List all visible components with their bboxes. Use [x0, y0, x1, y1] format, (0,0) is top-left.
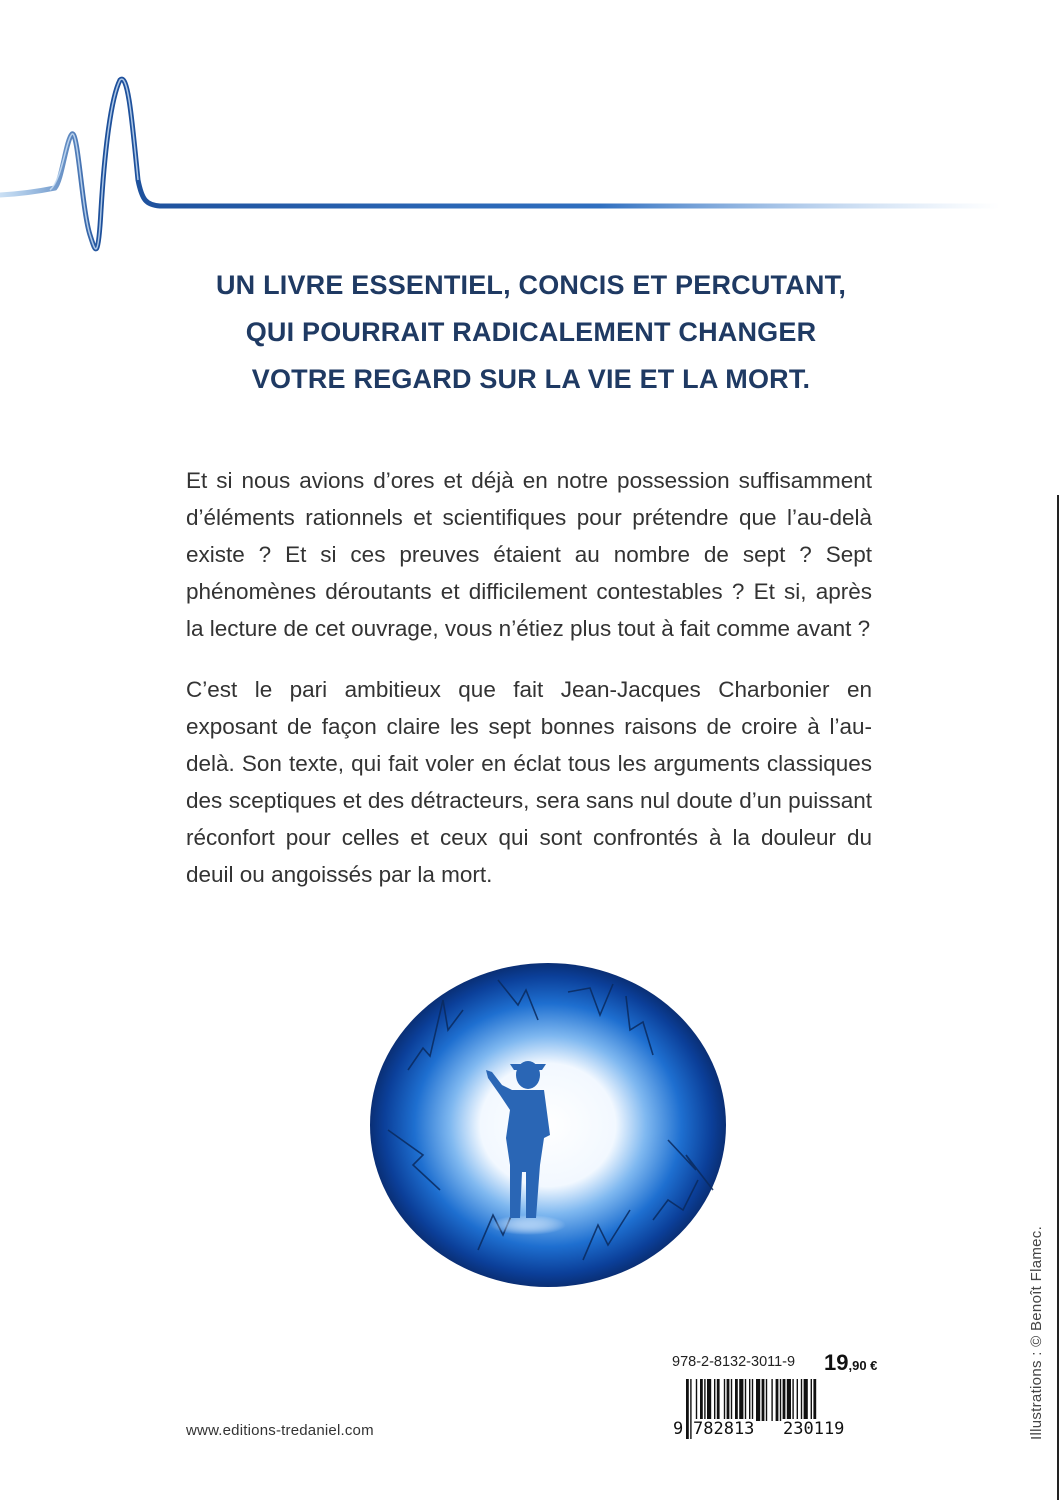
- barcode-digits-left: 782813: [693, 1419, 755, 1439]
- barcode-bar: [787, 1379, 791, 1421]
- heartbeat-pulse-line: [0, 60, 1000, 290]
- barcode-bar: [717, 1379, 720, 1421]
- barcode-bar: [704, 1379, 705, 1421]
- barcode-bar: [801, 1379, 802, 1421]
- barcode-bar: [797, 1379, 798, 1421]
- barcode-bar: [745, 1379, 746, 1421]
- price-decimals: ,90 €: [848, 1358, 878, 1373]
- barcode-bar: [739, 1379, 743, 1421]
- barcode-bar: [776, 1379, 779, 1421]
- barcode-bar: [783, 1379, 786, 1421]
- blurb-paragraph-2: C’est le pari ambitieux que fait Jean-Jacques Charbonier en exposant de façon claire les sept bonnes raisons de croire à l’au-delà. Son texte, qui fait voler en éclat tous les arguments classiques des sceptiques et des détracteurs, sera sans nul doute d’un puissant réconfort pour celles et ceux qui sont confrontés à la douleur du deuil ou angoissés par la mort.: [186, 677, 872, 887]
- barcode-bar: [696, 1379, 697, 1421]
- barcode-digits: [672, 1419, 872, 1443]
- headline: [120, 262, 942, 403]
- publisher-website: www.editions-tredaniel.com: [186, 1422, 374, 1439]
- barcode-bar: [727, 1379, 730, 1421]
- barcode-bar: [731, 1379, 732, 1421]
- portal-illustration: [368, 960, 728, 1290]
- barcode-digit-first: 9: [673, 1419, 684, 1439]
- barcode-bar: [735, 1379, 738, 1421]
- blurb: [186, 462, 872, 917]
- isbn-number: 978-2-8132-3011-9: [672, 1354, 796, 1370]
- barcode-bar: [756, 1379, 760, 1421]
- blurb-paragraph-1: Et si nous avions d’ores et déjà en notre possession suffisamment d’éléments rationnels et scientifiques pour prétendre que l’au-delà existe ? Et si ces preuves étaient au nombre de sept ? Sept phénomènes déroutants et difficilement contestables ? Et si, après la lecture de cet ouvrage, vous n’étiez plus tout à fait comme avant ?: [186, 468, 872, 641]
- barcode-digits-right: 230119: [783, 1419, 845, 1439]
- barcode-bar: [780, 1379, 781, 1421]
- price-integer: 19: [824, 1350, 849, 1375]
- illustration-credit: Illustrations : © Benoît Flamec.: [1028, 1225, 1045, 1440]
- isbn-price-row: [672, 1350, 892, 1374]
- barcode-bar: [811, 1379, 812, 1421]
- barcode-bar: [724, 1379, 725, 1421]
- barcode-bar: [700, 1379, 703, 1421]
- barcode-bar: [749, 1379, 750, 1421]
- barcode-bar: [792, 1379, 793, 1421]
- barcode-bar: [714, 1379, 715, 1421]
- headline-line-2: QUI POURRAIT RADICALEMENT CHANGER: [245, 317, 817, 347]
- headline-line-1: UN LIVRE ESSENTIEL, CONCIS ET PERCUTANT,: [215, 270, 847, 300]
- price: [824, 1350, 877, 1376]
- headline-line-3: VOTRE REGARD SUR LA VIE ET LA MORT.: [251, 364, 811, 394]
- barcode-bar: [707, 1379, 711, 1421]
- barcode-bar: [771, 1379, 772, 1421]
- barcode-bar: [766, 1379, 767, 1421]
- barcode-bar: [762, 1379, 765, 1421]
- spine-edge: [1057, 495, 1059, 1500]
- barcode-bar: [804, 1379, 808, 1421]
